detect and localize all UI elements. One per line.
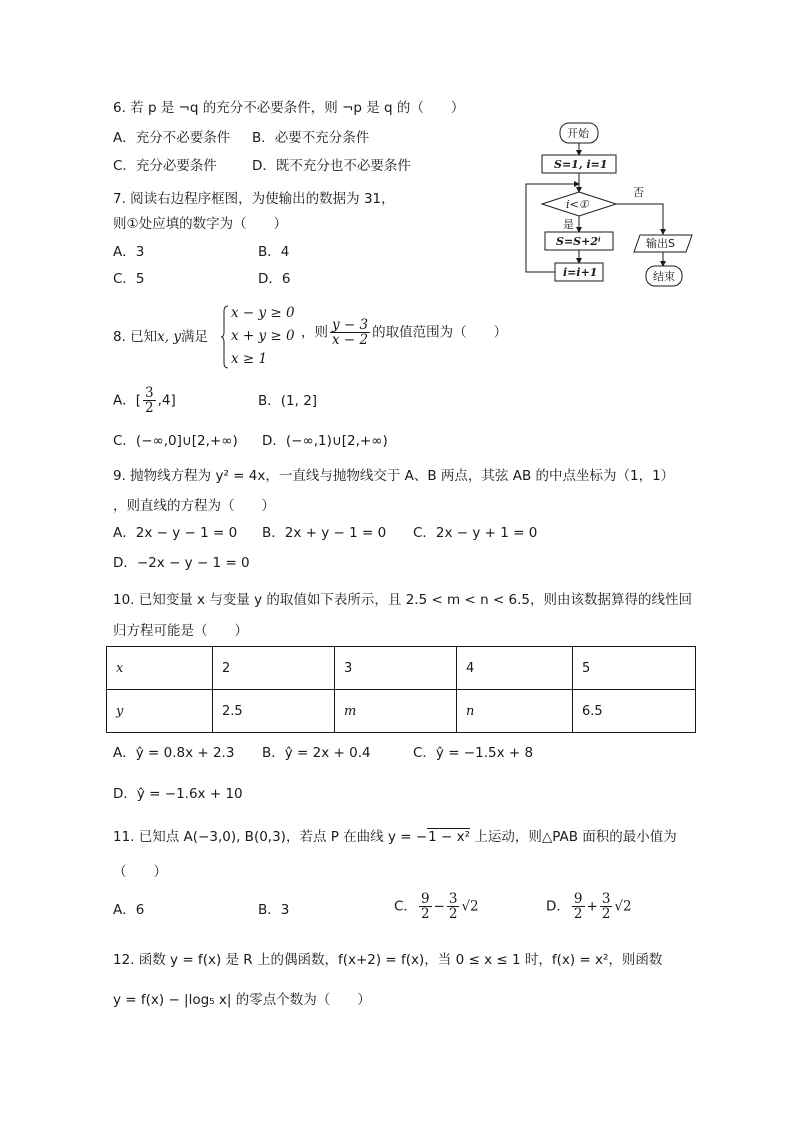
q8-satisfy: 满足 xyxy=(181,329,208,345)
q11-opt-d-frac2-num: 3 xyxy=(601,891,611,907)
q9-stem-line1: 9. 抛物线方程为 y² = 4x，一直线与抛物线交于 A、B 两点，其弦 AB 的中点坐标为（1，1） xyxy=(113,468,675,484)
left-brace-icon xyxy=(221,305,229,369)
q7-stem-line1: 7. 阅读右边程序框图，为使输出的数据为 31， xyxy=(113,191,395,207)
q6-stem: 6. 若 p 是 ¬q 的充分不必要条件，则 ¬p 是 q 的（ ） xyxy=(113,100,465,116)
table-cell: y xyxy=(107,690,213,733)
table-cell: 5 xyxy=(573,647,696,690)
q11-option-a: A．6 xyxy=(113,902,145,918)
q6-option-b: B．必要不充分条件 xyxy=(252,130,370,146)
q9-option-b: B．2x + y − 1 = 0 xyxy=(262,525,387,541)
q8-stem-tail xyxy=(301,318,507,347)
table-row-x xyxy=(107,647,696,690)
q8-frac-num: y − 3 xyxy=(332,317,369,333)
table-cell: 2 xyxy=(213,647,335,690)
q8-option-c: C．(−∞,0]∪[2,+∞) xyxy=(113,433,238,449)
q8-frac-den: x − 2 xyxy=(332,332,369,348)
q11-stem-line1 xyxy=(113,828,677,846)
q11-stem-line2: （ ） xyxy=(113,864,167,880)
q8-option-b: B．(1, 2] xyxy=(258,393,318,409)
q11-opt-c-frac2-num: 3 xyxy=(448,891,458,907)
q8-vars: x, y xyxy=(157,329,181,345)
q10-stem-line1: 10. 已知变量 x 与变量 y 的取值如下表所示，且 2.5 < m < n < 6.5，则由该数据算得的线性回 xyxy=(113,592,693,608)
flow-yes-label: 是 xyxy=(563,218,574,231)
q11-opt-c-frac1-den: 2 xyxy=(420,906,430,922)
flow-init-label: S=1, i=1 xyxy=(554,158,608,171)
q8-constraint-3: x ≥ 1 xyxy=(231,351,268,367)
q10-value-table xyxy=(106,646,696,733)
q8-option-a xyxy=(113,386,176,415)
program-flowchart xyxy=(520,118,710,298)
q12-stem-line1: 12. 函数 y = f(x) 是 R 上的偶函数，f(x+2) = f(x)，当 0 ≤ x ≤ 1 时，f(x) = x²，则函数 xyxy=(113,952,663,968)
q7-stem-line2: 则①处应填的数字为（ ） xyxy=(113,216,288,232)
q10-option-b: B．ŷ = 2x + 0.4 xyxy=(262,745,371,761)
q11-opt-c-prefix: C． xyxy=(394,898,417,915)
q9-stem-line2: ，则直线的方程为（ ） xyxy=(113,498,275,514)
flow-condition-label: i<① xyxy=(566,198,589,211)
q11-opt-c-frac2-den: 2 xyxy=(448,906,458,922)
q7-option-b: B．4 xyxy=(258,244,290,260)
q11-opt-c-frac1-num: 9 xyxy=(420,891,430,907)
q11-option-d xyxy=(546,892,632,921)
q11-sqrt-body: 1 − x² xyxy=(428,829,471,845)
q10-option-a: A．ŷ = 0.8x + 2.3 xyxy=(113,745,235,761)
table-cell: m xyxy=(335,690,457,733)
q11-opt-c-frac2 xyxy=(447,892,460,921)
q11-opt-d-root: √2 xyxy=(614,898,632,915)
q10-option-d: D．ŷ = −1.6x + 10 xyxy=(113,786,243,802)
q11-opt-d-frac2-den: 2 xyxy=(601,906,611,922)
q9-option-d: D．−2x − y − 1 = 0 xyxy=(113,555,250,571)
q9-option-c: C．2x − y + 1 = 0 xyxy=(413,525,538,541)
flow-end-label: 结束 xyxy=(653,270,675,283)
q7-option-d: D．6 xyxy=(258,271,291,287)
q11-stem-prefix: 11. 已知点 A(−3,0), B(0,3)，若点 P 在曲线 y = − xyxy=(113,829,428,845)
flow-update-i-label: i=i+1 xyxy=(563,266,598,279)
q6-option-c: C．充分必要条件 xyxy=(113,158,217,174)
table-cell: 3 xyxy=(335,647,457,690)
q11-opt-d-frac1-num: 9 xyxy=(573,891,583,907)
q10-option-c: C．ŷ = −1.5x + 8 xyxy=(413,745,534,761)
q11-opt-d-frac2 xyxy=(600,892,613,921)
q11-opt-d-frac1 xyxy=(572,892,585,921)
q8-fraction xyxy=(330,318,370,347)
q11-opt-c-frac1 xyxy=(419,892,432,921)
q6-option-d: D．既不充分也不必要条件 xyxy=(252,158,411,174)
q11-opt-c-root: √2 xyxy=(461,898,479,915)
table-cell: 2.5 xyxy=(213,690,335,733)
q12-stem-line2: y = f(x) − |log₅ x| 的零点个数为（ ） xyxy=(113,992,371,1008)
q11-opt-c-op: − xyxy=(433,898,445,915)
table-cell: x xyxy=(107,647,213,690)
q8-suffix: 的取值范围为（ ） xyxy=(372,324,508,341)
q7-option-a: A．3 xyxy=(113,244,145,260)
q11-opt-d-prefix: D． xyxy=(546,898,570,915)
q8-prefix-text: 8. 已知 xyxy=(113,329,158,345)
q11-stem-suffix: 上运动，则△PAB 面积的最小值为 xyxy=(470,829,677,845)
q8-opt-a-num: 3 xyxy=(145,385,154,401)
q8-stem-prefix xyxy=(113,328,208,346)
q8-opt-a-suffix: ,4] xyxy=(157,392,176,409)
table-cell: 6.5 xyxy=(573,690,696,733)
q11-opt-d-op: + xyxy=(586,898,598,915)
q6-option-a: A．充分不必要条件 xyxy=(113,130,231,146)
table-cell: 4 xyxy=(457,647,573,690)
q10-stem-line2: 归方程可能是（ ） xyxy=(113,623,248,639)
q9-option-a: A．2x − y − 1 = 0 xyxy=(113,525,238,541)
q8-constraint-2: x + y ≥ 0 xyxy=(231,328,295,344)
q11-option-c xyxy=(394,892,479,921)
flow-update-s-label: S=S+2ⁱ xyxy=(556,235,601,248)
table-cell: n xyxy=(457,690,573,733)
flow-no-label: 否 xyxy=(633,186,644,199)
q7-option-c: C．5 xyxy=(113,271,145,287)
q8-opt-a-den: 2 xyxy=(145,400,154,416)
q8-constraint-1: x − y ≥ 0 xyxy=(231,305,295,321)
flow-output-label: 输出S xyxy=(646,237,675,250)
q8-option-d: D．(−∞,1)∪[2,+∞) xyxy=(262,433,388,449)
flow-start-label: 开始 xyxy=(567,127,589,140)
q8-opt-a-prefix: A．[ xyxy=(113,392,142,409)
q8-then: ，则 xyxy=(301,324,328,341)
q11-opt-d-frac1-den: 2 xyxy=(573,906,583,922)
q11-option-b: B．3 xyxy=(258,902,290,918)
table-row-y xyxy=(107,690,696,733)
q8-opt-a-fraction xyxy=(143,386,156,415)
